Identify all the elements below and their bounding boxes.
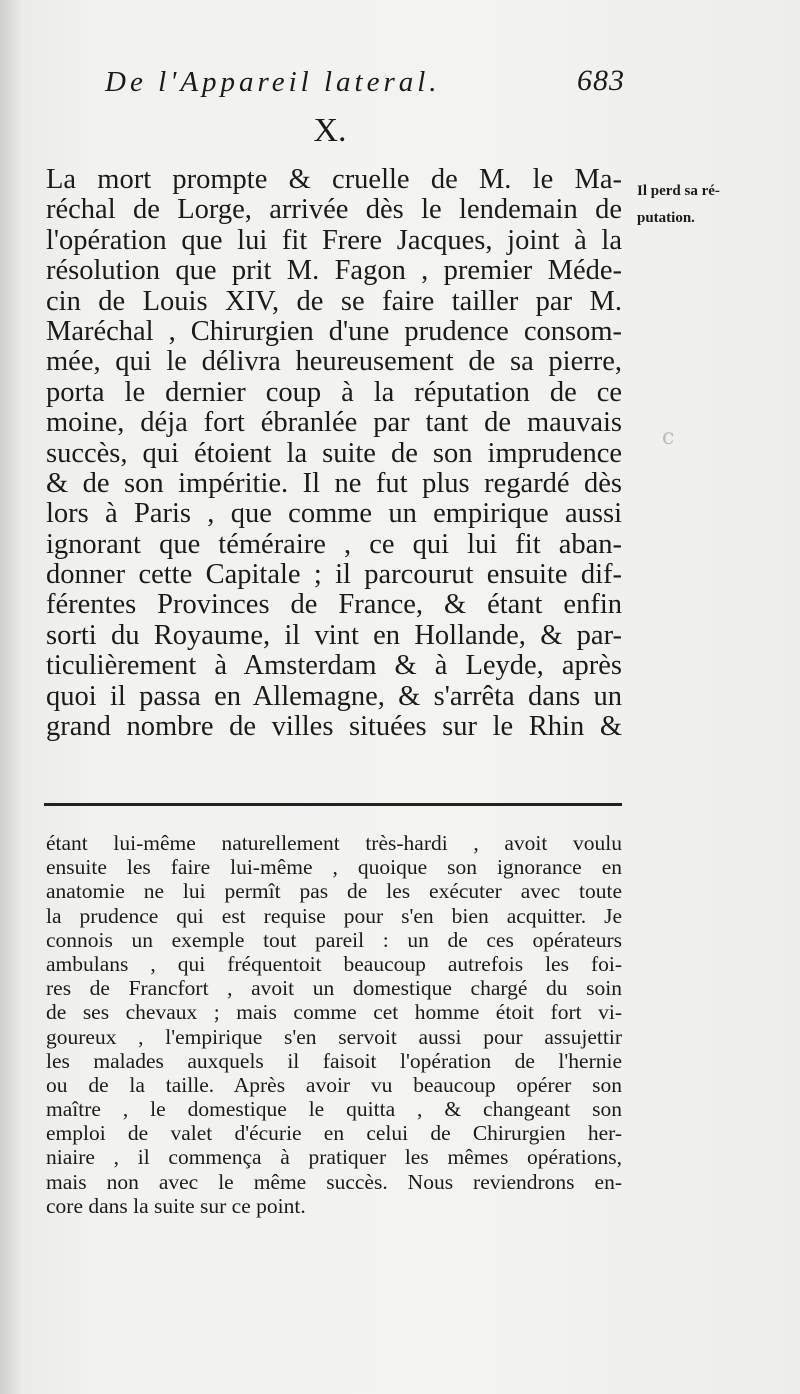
body-line: férentes Provinces de France, & étant enfin xyxy=(46,589,622,621)
footnote-line: emploi de valet d'écurie en celui de Chirurgien her- xyxy=(46,1121,622,1146)
body-line: porta le dernier coup à la réputation de ce xyxy=(46,376,622,408)
bleed-through-mark: c xyxy=(662,425,675,450)
footnote-line: anatomie ne lui permît pas de les exécuter avec toute xyxy=(46,879,622,904)
footnote-line: connois un exemple tout pareil : un de ces opérateurs xyxy=(46,927,622,952)
body-line: & de son impéritie. Il ne fut plus regardé dès xyxy=(46,467,622,499)
footnote-line: maître , le domestique le quitta , & changeant son xyxy=(46,1097,622,1122)
footnote xyxy=(46,831,622,1218)
footnote-line: res de Francfort , avoit un domestique chargé du soin xyxy=(46,976,622,1001)
margin-note-line: Il perd sa ré- xyxy=(637,183,720,199)
body-line: sorti du Royaume, il vint en Hollande, & par- xyxy=(46,619,622,651)
body-line: moine, déja fort ébranlée par tant de mauvais xyxy=(46,407,622,439)
footnote-line: la prudence qui est requise pour s'en bien acquitter. Je xyxy=(46,903,622,928)
footnote-line: ensuite les faire lui-même , quoique son ignorance en xyxy=(46,855,622,880)
margin-note-line: putation. xyxy=(637,210,695,226)
footnote-rule xyxy=(44,803,622,806)
running-head-title: De l'Appareil lateral. xyxy=(105,66,441,98)
page-gutter-shadow xyxy=(0,0,22,1394)
body-line: quoi il passa en Allemagne, & s'arrêta dans un xyxy=(46,680,622,712)
footnote-line: goureux , l'empirique s'en servoit aussi pour assujettir xyxy=(46,1024,622,1049)
page-number: 683 xyxy=(577,64,625,97)
body-line: résolution que prit M. Fagon , premier Méde- xyxy=(46,255,622,287)
footnote-line: niaire , il commença à pratiquer les mêmes opérations, xyxy=(46,1145,622,1170)
running-head xyxy=(105,66,625,106)
footnote-line: ou de la taille. Après avoir vu beaucoup opérer son xyxy=(46,1072,622,1097)
body-line: ignorant que téméraire , ce qui lui fit aban- xyxy=(46,528,622,560)
footnote-line: ambulans , qui fréquentoit beaucoup autrefois les foi- xyxy=(46,951,622,976)
body-line: donner cette Capitale ; il parcourut ensuite dif- xyxy=(46,559,622,591)
section-number: X. xyxy=(313,112,347,149)
footnote-line: les malades auxquels il faisoit l'opération de l'hernie xyxy=(46,1048,622,1073)
body-line: mée, qui le délivra heureusement de sa pierre, xyxy=(46,346,622,378)
footnote-line: mais non avec le même succès. Nous reviendrons en- xyxy=(46,1169,622,1194)
body-line: grand nombre de villes situées sur le Rhin & xyxy=(46,711,622,743)
body-text xyxy=(46,165,622,742)
body-line: ticulièrement à Amsterdam & à Leyde, après xyxy=(46,650,622,682)
body-line: La mort prompte & cruelle de M. le Ma- xyxy=(46,164,622,195)
footnote-line: étant lui-même naturellement très-hardi , avoit voulu xyxy=(46,831,622,855)
body-line: réchal de Lorge, arrivée dès le lendemain de xyxy=(46,194,622,226)
margin-note xyxy=(637,178,767,232)
body-line: l'opération que lui fit Frere Jacques, joint à la xyxy=(46,224,622,256)
body-line: cin de Louis XIV, de se faire tailler par M. xyxy=(46,285,622,317)
footnote-line: core dans la suite sur ce point. xyxy=(46,1193,306,1218)
footnote-line: de ses chevaux ; mais comme cet homme étoit fort vi- xyxy=(46,1000,622,1025)
body-line: succès, qui étoient la suite de son imprudence xyxy=(46,437,622,469)
body-line: lors à Paris , que comme un empirique aussi xyxy=(46,498,622,530)
body-line: Maréchal , Chirurgien d'une prudence consom- xyxy=(46,315,622,347)
